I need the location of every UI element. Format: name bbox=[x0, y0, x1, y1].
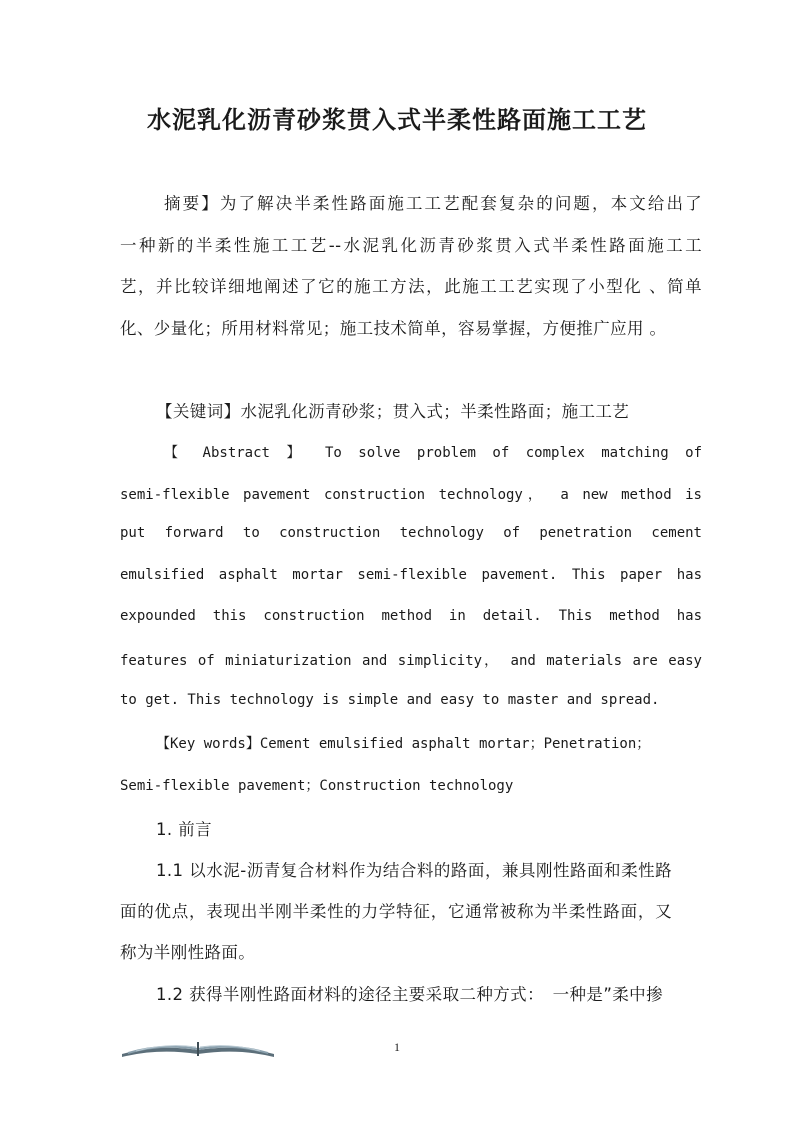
keywords-cn: 【关键词】水泥乳化沥青砂浆；贯入式；半柔性路面；施工工艺 bbox=[156, 402, 630, 421]
keywords-en-line-2: Semi-flexible pavement；Construction technology bbox=[120, 778, 514, 794]
para-1-1-line-2: 面的优点，表现出半刚半柔性的力学特征，它通常被称为半柔性路面，又 bbox=[120, 902, 672, 921]
para-1-2-line-1: 1.2 获得半刚性路面材料的途径主要采取二种方式： 一种是”柔中掺 bbox=[156, 985, 663, 1004]
abstract-en-line-7: to get. This technology is simple and easy to master and spread. bbox=[120, 692, 660, 708]
abstract-cn-line-3: 艺，并比较详细地阐述了它的施工方法，此施工工艺实现了小型化 、简单 bbox=[120, 277, 702, 296]
abstract-en-line-2: semi-flexible pavement construction technology， a new method is bbox=[120, 487, 702, 503]
section-heading: 1. 前言 bbox=[156, 820, 212, 839]
abstract-en-line-5: expounded this construction method in detail. This method has bbox=[120, 608, 702, 624]
abstract-en-line-4: emulsified asphalt mortar semi-flexible pavement. This paper has bbox=[120, 567, 702, 583]
abstract-en-line-6: features of miniaturization and simplicity， and materials are easy bbox=[120, 653, 702, 669]
abstract-cn-line-2: 一种新的半柔性施工工艺--水泥乳化沥青砂浆贯入式半柔性路面施工工 bbox=[120, 236, 702, 255]
abstract-cn-line-1: 摘要】为了解决半柔性路面施工工艺配套复杂的问题，本文给出了 bbox=[164, 194, 702, 213]
para-1-1-line-1: 1.1 以水泥-沥青复合材料作为结合料的路面，兼具刚性路面和柔性路 bbox=[156, 861, 672, 880]
abstract-cn-line-4: 化、少量化；所用材料常见；施工技术简单，容易掌握，方便推广应用 。 bbox=[120, 319, 667, 338]
abstract-en-line-3: put forward to construction technology of penetration cement bbox=[120, 525, 702, 541]
page-number: 1 bbox=[394, 1040, 400, 1054]
abstract-en-line-1: 【 Abstract 】 To solve problem of complex matching of bbox=[164, 445, 702, 461]
para-1-1-line-3: 称为半刚性路面。 bbox=[120, 943, 256, 962]
document-title: 水泥乳化沥青砂浆贯入式半柔性路面施工工艺 bbox=[147, 106, 647, 134]
keywords-en-line-1: 【Key words】Cement emulsified asphalt mortar；Penetration； bbox=[156, 736, 651, 752]
